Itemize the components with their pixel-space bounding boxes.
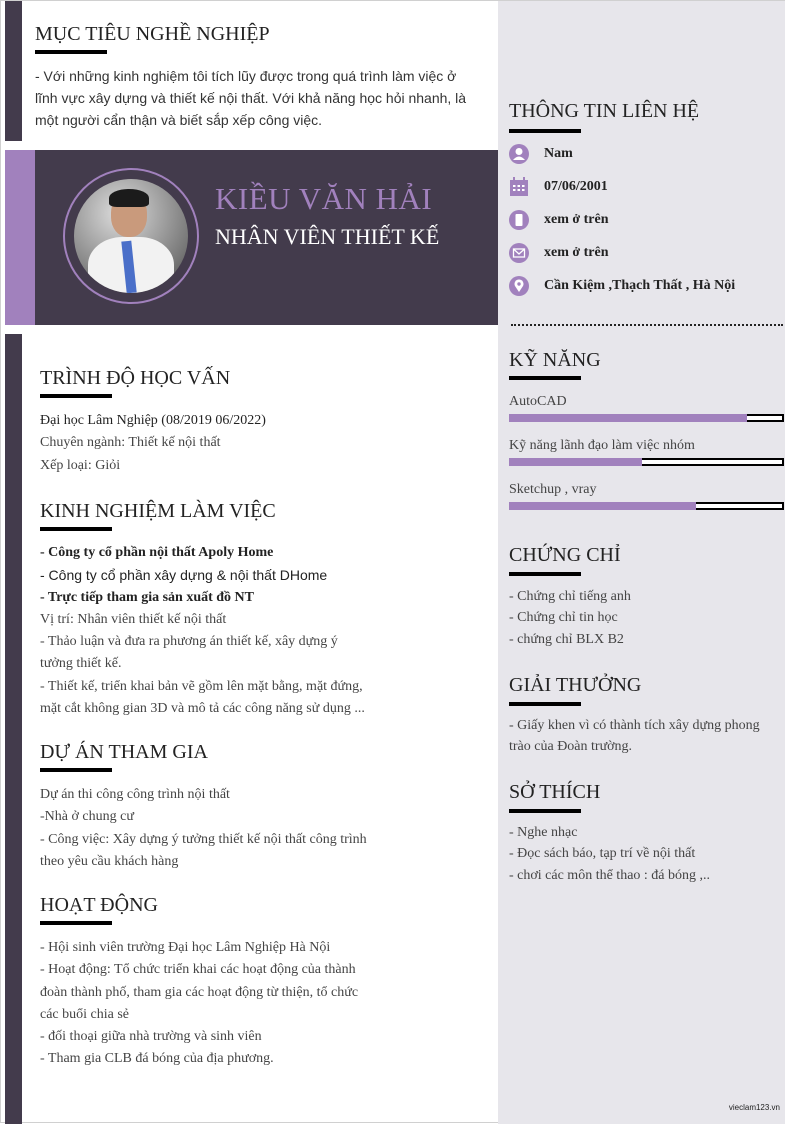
education-title: TRÌNH ĐỘ HỌC VẤN (40, 367, 231, 389)
company: - Công ty cổ phần nội thất Apoly Home (40, 545, 274, 560)
certificates-title: CHỨNG CHỈ (509, 544, 621, 566)
skill-progress-bar (509, 502, 784, 510)
title-underline (509, 572, 581, 576)
text-line: lĩnh vực xây dựng và thiết kế nội thất. Với khả năng học hỏi nhanh, là (35, 90, 467, 106)
text-line: - Nghe nhạc (509, 825, 578, 840)
avatar (63, 168, 199, 304)
text-line: trào của Đoàn trường. (509, 739, 633, 755)
contact-value: Cần Kiệm ,Thạch Thất , Hà Nội (544, 278, 736, 293)
profile-photo (74, 179, 188, 293)
projects-content (40, 784, 367, 873)
text-line: mặt cắt không gian 3D và mô tả các công năng sử dụng ... (40, 701, 365, 717)
experience-title: KINH NGHIỆM LÀM VIỆC (40, 500, 276, 522)
text-line: - đối thoại giữa nhà trường và sinh viên (40, 1029, 262, 1045)
experience-content (40, 542, 365, 720)
text-line: theo yêu cầu khách hàng (40, 853, 179, 869)
candidate-name: KIỀU VĂN HẢI (215, 181, 433, 216)
text-line: - Thiết kế, triển khai bản vẽ gồm lên mặt bằng, mặt đứng, (40, 678, 363, 694)
calendar-icon (509, 177, 529, 197)
contact-value: 07/06/2001 (544, 179, 608, 194)
candidate-role: NHÂN VIÊN THIẾT KẾ (215, 224, 440, 249)
text-line: - Chứng chỉ tiếng anh (509, 589, 631, 604)
projects-title: DỰ ÁN THAM GIA (40, 741, 208, 763)
contact-value: Nam (544, 146, 573, 161)
location-icon (509, 276, 529, 296)
user-icon (509, 144, 529, 164)
hobbies-content (509, 822, 710, 886)
hobbies-title: SỞ THÍCH (509, 781, 601, 803)
title-underline (40, 527, 112, 531)
text-line: - chứng chỉ BLX B2 (509, 631, 624, 647)
contact-gender (509, 144, 573, 164)
footer-watermark: vieclam123.vn (728, 1103, 780, 1112)
company: - Trực tiếp tham gia sản xuất đồ NT (40, 589, 255, 605)
education-content (40, 410, 266, 477)
title-underline (509, 129, 581, 133)
title-underline (509, 376, 581, 380)
text-line: - chơi các môn thể thao : đá bóng ,.. (509, 867, 711, 883)
title-underline (40, 394, 112, 398)
text-line: - Giấy khen vì có thành tích xây dựng phong (509, 718, 760, 733)
text-line: - Đọc sách báo, tạp trí về nội thất (509, 846, 696, 862)
objective-title: MỤC TIÊU NGHỀ NGHIỆP (35, 23, 270, 45)
awards-content (509, 715, 760, 758)
title-underline (40, 921, 112, 925)
text-line: Vị trí: Nhân viên thiết kế nội thất (40, 611, 227, 627)
contact-value: xem ở trên (544, 245, 609, 260)
awards-title: GIẢI THƯỞNG (509, 674, 642, 696)
decor-bar (5, 334, 22, 1124)
contact-birthday (509, 177, 608, 197)
banner-accent (5, 150, 35, 325)
title-underline (35, 50, 107, 54)
text-line: - Tham gia CLB đá bóng của địa phương. (40, 1051, 274, 1067)
contact-value: xem ở trên (544, 212, 609, 227)
text-line: đoàn thành phố, tham gia các hoạt động từ thiện, tổ chức (40, 984, 359, 1000)
objective-text (35, 65, 485, 131)
skill-progress-fill (509, 458, 642, 466)
activities-title: HOẠT ĐỘNG (40, 894, 158, 916)
text-line: - Hội sinh viên trường Đại học Lâm Nghiệp Hà Nội (40, 940, 331, 955)
text-line: Dự án thi công công trình nội thất (40, 787, 230, 802)
skill-progress-bar (509, 414, 784, 422)
decor-bar (5, 1, 22, 141)
contact-address (509, 276, 735, 296)
text-line: các buổi chia sẻ (40, 1006, 130, 1022)
company: - Công ty cổ phần xây dựng & nội thất DHome (40, 567, 328, 584)
text-line: - Chứng chỉ tin học (509, 610, 618, 626)
title-underline (509, 809, 581, 813)
phone-icon (509, 210, 529, 230)
text-line: - Hoạt động: Tổ chức triển khai các hoạt động của thành (40, 962, 356, 978)
text-line: - Với những kinh nghiệm tôi tích lũy được trong quá trình làm việc ở (35, 68, 457, 84)
skill-label: Kỹ năng lãnh đạo làm việc nhóm (509, 438, 695, 453)
activities-content (40, 937, 358, 1071)
skill-label: AutoCAD (509, 394, 567, 409)
divider (511, 324, 783, 326)
skill-progress-bar (509, 458, 784, 466)
text-line: - Thảo luận và đưa ra phương án thiết kế, xây dựng ý (40, 634, 338, 650)
contact-title: THÔNG TIN LIÊN HỆ (509, 100, 700, 122)
text-line: Xếp loại: Giỏi (40, 457, 121, 473)
text-line: -Nhà ở chung cư (40, 809, 134, 825)
text-line: một người cẩn thận và biết sắp xếp công việc. (35, 112, 323, 128)
title-underline (509, 702, 581, 706)
skills-title: KỸ NĂNG (509, 349, 601, 371)
header-banner (5, 150, 498, 325)
text-line: - Công việc: Xây dựng ý tưởng thiết kế nội thất công trình (40, 831, 367, 847)
text-line: Chuyên ngành: Thiết kế nội thất (40, 435, 221, 451)
certificates-content (509, 586, 631, 650)
contact-email (509, 243, 609, 263)
title-underline (40, 768, 112, 772)
mail-icon (509, 243, 529, 263)
skill-progress-fill (509, 414, 747, 422)
text-line: tưởng thiết kế. (40, 656, 122, 672)
contact-phone (509, 210, 609, 230)
skill-label: Sketchup , vray (509, 482, 597, 497)
school-name: Đại học Lâm Nghiệp (08/2019 06/2022) (40, 413, 266, 428)
skill-progress-fill (509, 502, 696, 510)
